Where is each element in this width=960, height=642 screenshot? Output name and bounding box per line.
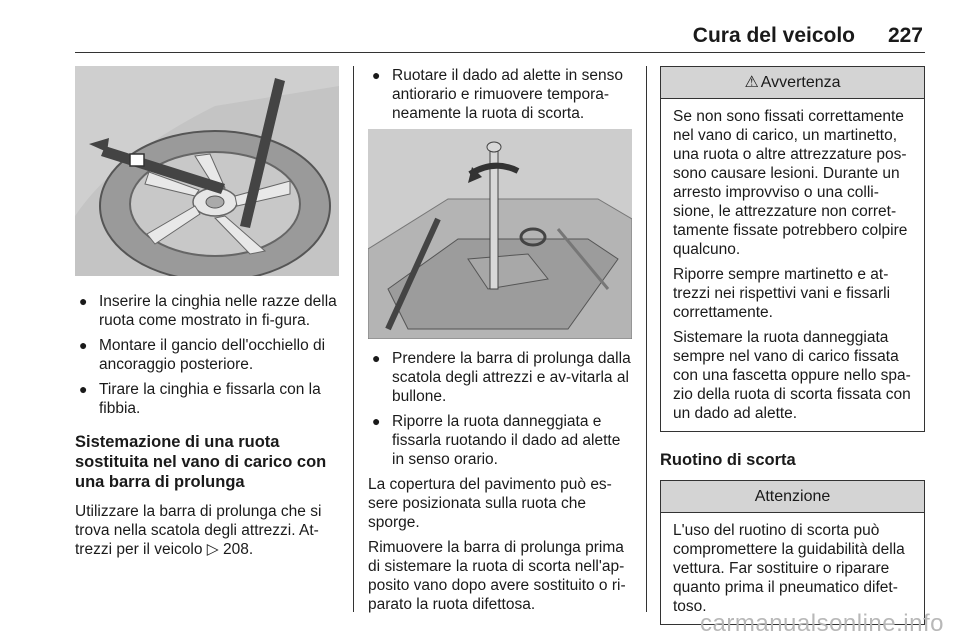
strap-steps-list [75,292,339,418]
watermark: carmanualsonline.info [700,610,944,637]
column-divider-2 [646,66,647,612]
warning-triangle-icon: ⚠ [744,74,759,91]
page-link[interactable]: 208. [223,541,254,558]
removal-steps-list [368,66,632,123]
paragraph: Rimuovere la barra di prolunga prima di sistemare la ruota di scorta nell'ap-posito vano dopo avere sostituito o ri-parato la ruota difettosa. [368,539,626,613]
paragraph: L'uso del ruotino di scorta può compromettere la guidabilità della vettura. Far sostituire o riparare quanto prima il pneumatico difet-toso. [673,522,905,615]
column-3 [660,66,925,625]
caution-box [660,480,925,625]
bullet-icon: ● [372,67,381,83]
warning-box [660,66,925,432]
column-1 [75,66,339,565]
spare-wheel-strap-illustration [75,66,339,276]
list-item: ● Riporre la ruota danneggiata e fissarla ruotando il dado ad alette in senso orario. [372,413,621,468]
bullet-icon: ● [79,337,88,353]
paragraph: La copertura del pavimento può es-sere posizionata sulla ruota che sporge. [368,476,612,531]
list-item: ● Tirare la cinghia e fissarla con la fibbia. [79,381,321,417]
extension-bar-illustration [368,129,632,339]
page-header [75,22,925,53]
paragraph: Sistemare la ruota danneggiata sempre nel vano di carico fissata con una fascetta oppure nello spa-zio della ruota di scorta fissata con un dado ad alette. [673,329,911,422]
paragraph: Se non sono fissati correttamente nel vano di carico, un martinetto, una ruota o altre attrezzature pos-sono causare lesioni. Durante un arresto improvviso o una colli-sione, le attrezzature non corret-tamente fissate potrebbero colpire qualcuno. [673,108,908,258]
storage-steps-list [368,349,632,469]
list-item: ● Prendere la barra di prolunga dalla scatola degli attrezzi e av-vitarla al bullone. [372,350,631,405]
column-2 [368,66,632,620]
paragraph: Utilizzare la barra di prolunga che si trova nella scatola degli attrezzi. At-trezzi per il veicolo ▷ 208. [75,503,322,558]
bullet-icon: ● [372,413,381,429]
section-heading: Sistemazione di una ruota sostituita nel vano di carico con una barra di prolunga [75,433,327,491]
section-heading: Ruotino di scorta [660,451,796,469]
caution-box-title: Attenzione [661,481,924,513]
page-number: 227 [887,24,923,47]
warning-box-title: ⚠ Avvertenza [661,67,924,99]
page-reference-icon: ▷ [206,541,219,558]
column-divider-1 [353,66,354,612]
list-item: ● Montare il gancio dell'occhiello di ancoraggio posteriore. [79,337,326,373]
bullet-icon: ● [79,293,88,309]
section-title: Cura del veicolo [692,24,855,47]
bullet-icon: ● [372,350,381,366]
list-item: ● Inserire la cinghia nelle razze della ruota come mostrato in fi-gura. [79,293,337,329]
list-item: ● Ruotare il dado ad alette in senso antiorario e rimuovere tempora-neamente la ruota di scorta. [372,67,623,122]
paragraph: Riporre sempre martinetto e at-trezzi nei rispettivi vani e fissarli correttamente. [673,266,891,321]
bullet-icon: ● [79,381,88,397]
